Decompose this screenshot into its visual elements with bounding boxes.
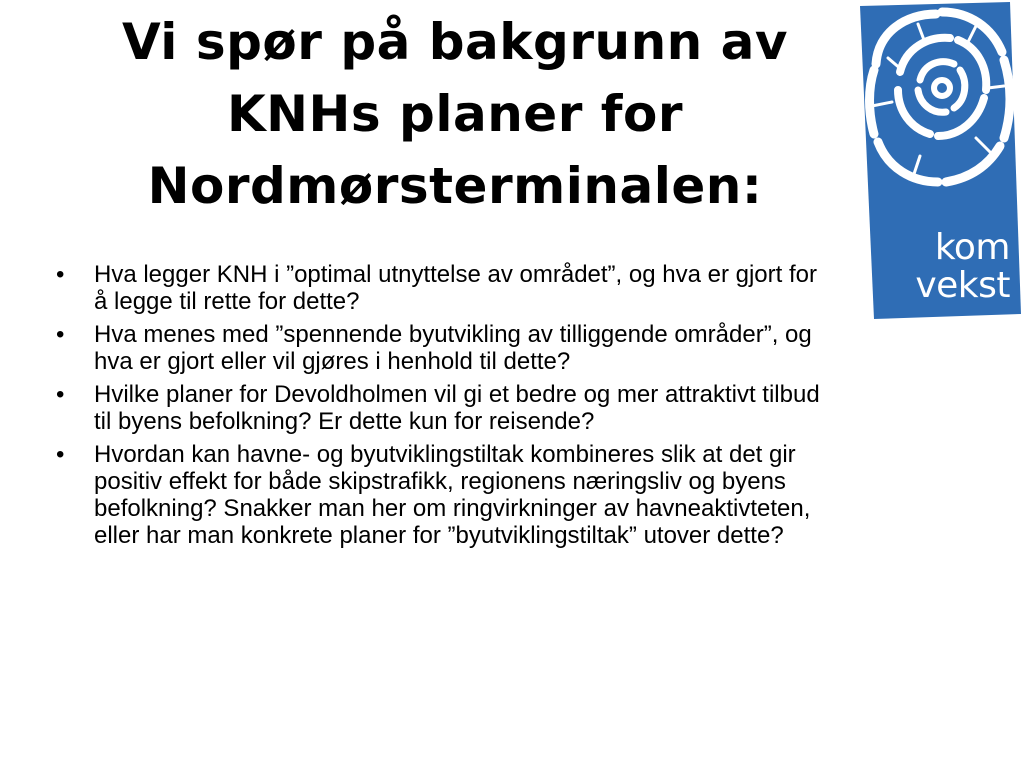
bullet-item — [52, 321, 827, 375]
bullet-item — [52, 381, 827, 435]
bullet-dot: • — [56, 381, 65, 408]
logo-text-kom: kom — [934, 227, 1010, 268]
slide-title: Vi spør på bakgrunn av KNHs planer for Nordmørsterminalen: — [121, 13, 789, 215]
bullet-item — [52, 261, 827, 315]
bullet-text: Hvilke planer for Devoldholmen vil gi et bedre og mer attraktivt tilbud til byens befolkning? Er dette kun for reisende? — [94, 381, 820, 435]
bullet-dot: • — [56, 441, 65, 468]
logo-text-vekst: vekst — [915, 265, 1010, 306]
bullet-item — [52, 441, 827, 549]
bullet-text: Hva legger KNH i ”optimal utnyttelse av området”, og hva er gjort for å legge til rette for dette? — [94, 261, 817, 315]
bullet-dot: • — [56, 261, 65, 288]
komvekst-logo — [858, 2, 1024, 319]
bullet-dot: • — [56, 321, 65, 348]
bullet-text: Hvordan kan havne- og byutviklingstiltak kombineres slik at det gir positiv effekt for både skipstrafikk, regionens næringsliv og byens befolkning? Snakker man her om ringvirkninger av havneaktivteten, eller har man konkrete planer for ”byutviklingstiltak” utover dette? — [94, 441, 811, 549]
bullet-list — [52, 261, 827, 555]
bullet-text: Hva menes med ”spennende byutvikling av tilliggende områder”, og hva er gjort eller vil gjøres i henhold til dette? — [94, 321, 812, 375]
